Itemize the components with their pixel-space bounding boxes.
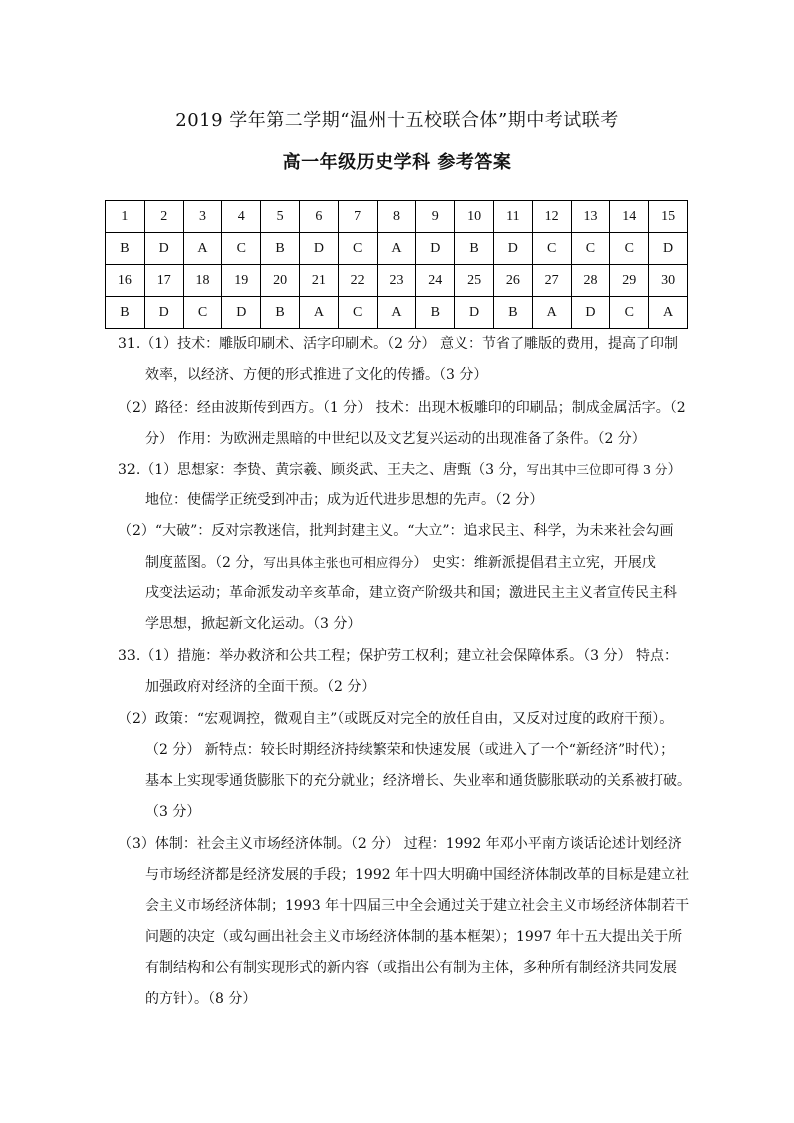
question-number-cell: 15 <box>649 201 688 233</box>
answer-key-cell: A <box>649 297 688 329</box>
answer-key-cell: D <box>455 297 494 329</box>
answer-key-cell: D <box>416 233 455 265</box>
q32-part2-line4: 学思想，掀起新文化运动。（3 分） <box>145 616 362 632</box>
q33-part2-line1: （2）政策：“宏观调控，微观自主”（或既反对完全的放任自由，又反对过度的政府干预）。 <box>118 711 674 727</box>
q32-part2-line2-text: 制度蓝图。（2 分， <box>145 555 264 571</box>
question-number-row <box>106 201 688 233</box>
question-number-cell: 3 <box>183 201 222 233</box>
answer-key-cell: B <box>493 297 532 329</box>
document-subtitle: 高一年级历史学科 参考答案 <box>282 152 512 173</box>
question-number-cell: 25 <box>455 265 494 297</box>
answer-key-cell: D <box>649 233 688 265</box>
answer-key-row <box>106 233 688 265</box>
question-number-cell: 19 <box>222 265 261 297</box>
question-number-cell: 27 <box>532 265 571 297</box>
question-number-row <box>106 265 688 297</box>
q33-part3-line1: （3）体制：社会主义市场经济体制。（2 分） 过程：1992 年邓小平南方谈话论述计划经济 <box>118 836 682 852</box>
q33-part3-line3: 会主义市场经济体制；1993 年十四届三中全会通过关于建立社会主义市场经济体制若干 <box>145 898 690 914</box>
answer-key-cell: D <box>571 297 610 329</box>
question-number-cell: 11 <box>493 201 532 233</box>
document-title: 2019 学年第二学期“温州十五校联合体”期中考试联考 <box>175 110 619 131</box>
question-number-cell: 13 <box>571 201 610 233</box>
answer-key-cell: B <box>416 297 455 329</box>
answer-key-cell: A <box>377 233 416 265</box>
q32-part1-scoring-note: 写出其中三位即可得 3 分 <box>526 462 668 477</box>
answer-key-cell: A <box>532 297 571 329</box>
answer-key-cell: C <box>338 297 377 329</box>
question-number-cell: 18 <box>183 265 222 297</box>
question-number-cell: 26 <box>493 265 532 297</box>
question-number-cell: 14 <box>610 201 649 233</box>
answer-key-cell: B <box>106 233 145 265</box>
answer-key-cell: A <box>183 233 222 265</box>
q33-part2-line3: 基本上实现零通货膨胀下的充分就业；经济增长、失业率和通货膨胀联动的关系被打破。 <box>145 773 691 789</box>
answer-key-cell: D <box>493 233 532 265</box>
answer-key-cell: D <box>222 297 261 329</box>
question-number-cell: 22 <box>338 265 377 297</box>
q33-part1-line1: 33.（1）措施：举办救济和公共工程；保护劳工权利；建立社会保障体系。（3 分） 特点： <box>118 648 678 664</box>
q32-part1-line2: 地位：使儒学正统受到冲击；成为近代进步思想的先声。（2 分） <box>145 492 544 508</box>
answer-key-cell: C <box>222 233 261 265</box>
q33-part3-line5: 有制结构和公有制实现形式的新内容（或指出公有制为主体，多种所有制经济共同发展 <box>145 960 677 976</box>
answer-key-cell: D <box>299 233 338 265</box>
q32-part2-line3: 戌变法运动；革命派发动辛亥革命，建立资产阶级共和国；激进民主主义者宣传民主科 <box>145 585 677 601</box>
q32-part1-line1-text: 32.（1）思想家：李贽、黄宗羲、顾炎武、王夫之、唐甄（3 分， <box>118 462 527 478</box>
q33-part3-line6: 的方针）。（8 分） <box>145 991 257 1007</box>
question-number-cell: 24 <box>416 265 455 297</box>
answer-key-cell: B <box>261 233 300 265</box>
q31-part1-line2: 效率，以经济、方便的形式推进了文化的传播。（3 分） <box>145 367 488 383</box>
q31-part2-line1: （2）路径：经由波斯传到西方。（1 分） 技术：出现木板雕印的印刷品；制成金属活字。（2 <box>118 400 686 416</box>
answer-key-cell: C <box>532 233 571 265</box>
question-number-cell: 23 <box>377 265 416 297</box>
q32-part2-line2 <box>145 547 656 579</box>
question-number-cell: 4 <box>222 201 261 233</box>
q32-part1-line1 <box>118 454 681 486</box>
question-number-cell: 29 <box>610 265 649 297</box>
answer-key-cell: D <box>144 297 183 329</box>
q31-part2-line2: 分） 作用：为欧洲走黑暗的中世纪以及文艺复兴运动的出现准备了条件。（2 分） <box>145 431 646 447</box>
answer-key-cell: C <box>571 233 610 265</box>
answer-key-cell: D <box>144 233 183 265</box>
answer-key-cell: C <box>338 233 377 265</box>
question-number-cell: 30 <box>649 265 688 297</box>
question-number-cell: 7 <box>338 201 377 233</box>
q31-part1-line1: 31.（1）技术：雕版印刷术、活字印刷术。（2 分） 意义：节省了雕版的费用，提高了印制 <box>118 336 678 352</box>
question-number-cell: 20 <box>261 265 300 297</box>
q32-part2-line2-rest: ） 史实：维新派提倡君主立宪，开展戊 <box>413 555 656 571</box>
question-number-cell: 16 <box>106 265 145 297</box>
question-number-cell: 8 <box>377 201 416 233</box>
q32-part2-line1: （2）“大破”：反对宗教迷信，批判封建主义。“大立”：追求民主、科学，为未来社会勾画 <box>118 523 674 539</box>
q33-part3-line2: 与市场经济都是经济发展的手段；1992 年十四大明确中国经济体制改革的目标是建立社 <box>145 867 690 883</box>
question-number-cell: 2 <box>144 201 183 233</box>
question-number-cell: 12 <box>532 201 571 233</box>
question-number-cell: 9 <box>416 201 455 233</box>
answer-key-cell: B <box>261 297 300 329</box>
answer-key-cell: B <box>455 233 494 265</box>
q32-part1-line1-close: ） <box>667 462 682 478</box>
q33-part2-line2: （2 分） 新特点：较长时期经济持续繁荣和快速发展（或进入了一个“新经济”时代）； <box>145 742 675 758</box>
q33-part3-line4: 问题的决定（或勾画出社会主义市场经济体制的基本框架）；1997 年十五大提出关于所 <box>145 929 683 945</box>
question-number-cell: 5 <box>261 201 300 233</box>
answer-key-cell: C <box>610 233 649 265</box>
question-number-cell: 28 <box>571 265 610 297</box>
answer-key-row <box>106 297 688 329</box>
question-number-cell: 10 <box>455 201 494 233</box>
answer-key-cell: B <box>106 297 145 329</box>
q32-part2-scoring-note: 写出具体主张也可相应得分 <box>263 555 414 570</box>
question-number-cell: 1 <box>106 201 145 233</box>
question-number-cell: 17 <box>144 265 183 297</box>
answer-key-cell: A <box>377 297 416 329</box>
answer-key-cell: C <box>610 297 649 329</box>
question-number-cell: 6 <box>299 201 338 233</box>
q33-part2-line4: （3 分） <box>145 804 201 820</box>
answer-key-cell: C <box>183 297 222 329</box>
question-number-cell: 21 <box>299 265 338 297</box>
q33-part1-line2: 加强政府对经济的全面干预。（2 分） <box>145 679 376 695</box>
answer-table <box>105 200 688 329</box>
answer-key-cell: A <box>299 297 338 329</box>
